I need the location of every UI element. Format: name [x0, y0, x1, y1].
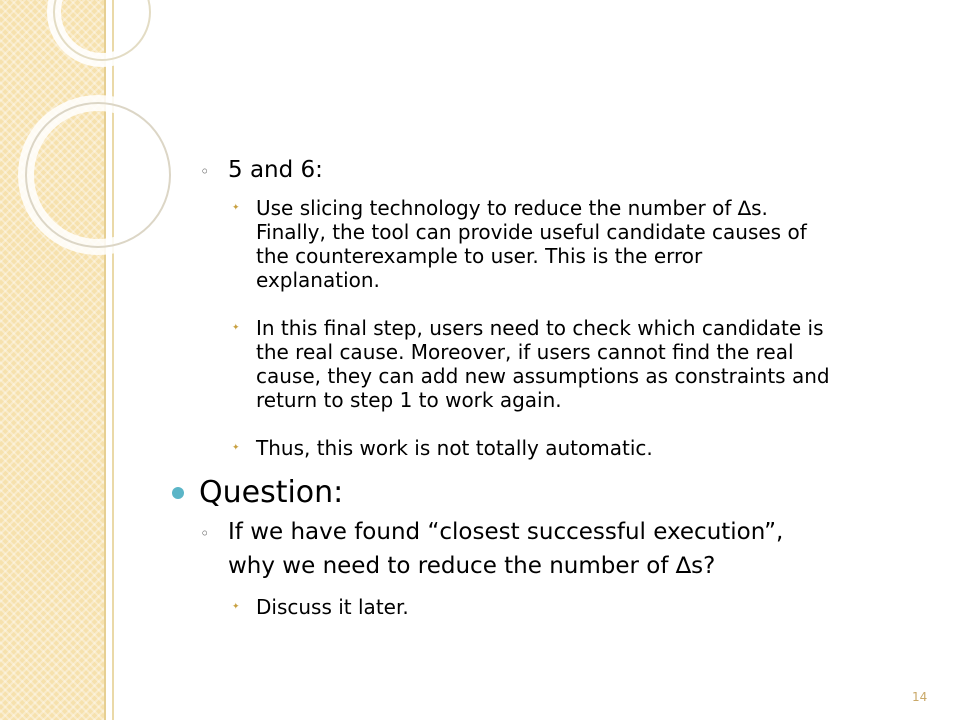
detail-not-automatic: Thus, this work is not totally automatic. — [256, 436, 653, 460]
diamond-bullet-icon: ✦ — [232, 602, 240, 612]
detail-slicing-line-3: the counterexample to user. This is the error — [256, 244, 703, 268]
detail-final-step-line-1: In this final step, users need to check which candidate is — [256, 316, 824, 340]
detail-discuss-later: Discuss it later. — [256, 595, 409, 619]
detail-slicing-line-4: explanation. — [256, 268, 380, 292]
heading-question: Question: — [199, 475, 344, 510]
detail-slicing-line-2: Finally, the tool can provide useful candidate causes of — [256, 220, 807, 244]
detail-slicing-line-1: Use slicing technology to reduce the number of ∆s. — [256, 196, 768, 220]
diamond-bullet-icon: ✦ — [232, 443, 240, 453]
page-number: 14 — [912, 690, 928, 704]
detail-final-step-line-4: return to step 1 to work again. — [256, 388, 562, 412]
question-line-1: If we have found “closest successful execution”, — [228, 519, 784, 545]
subpoint-5-and-6: 5 and 6: — [228, 157, 323, 183]
filled-dot-bullet-icon — [172, 487, 184, 499]
circle-bullet-icon: ◦ — [200, 524, 210, 543]
detail-final-step-line-2: the real cause. Moreover, if users cannot find the real — [256, 340, 794, 364]
diamond-bullet-icon: ✦ — [232, 203, 240, 213]
circle-bullet-icon: ◦ — [200, 162, 210, 181]
detail-final-step-line-3: cause, they can add new assumptions as constraints and — [256, 364, 830, 388]
diamond-bullet-icon: ✦ — [232, 323, 240, 333]
question-line-2: why we need to reduce the number of ∆s? — [228, 553, 716, 579]
